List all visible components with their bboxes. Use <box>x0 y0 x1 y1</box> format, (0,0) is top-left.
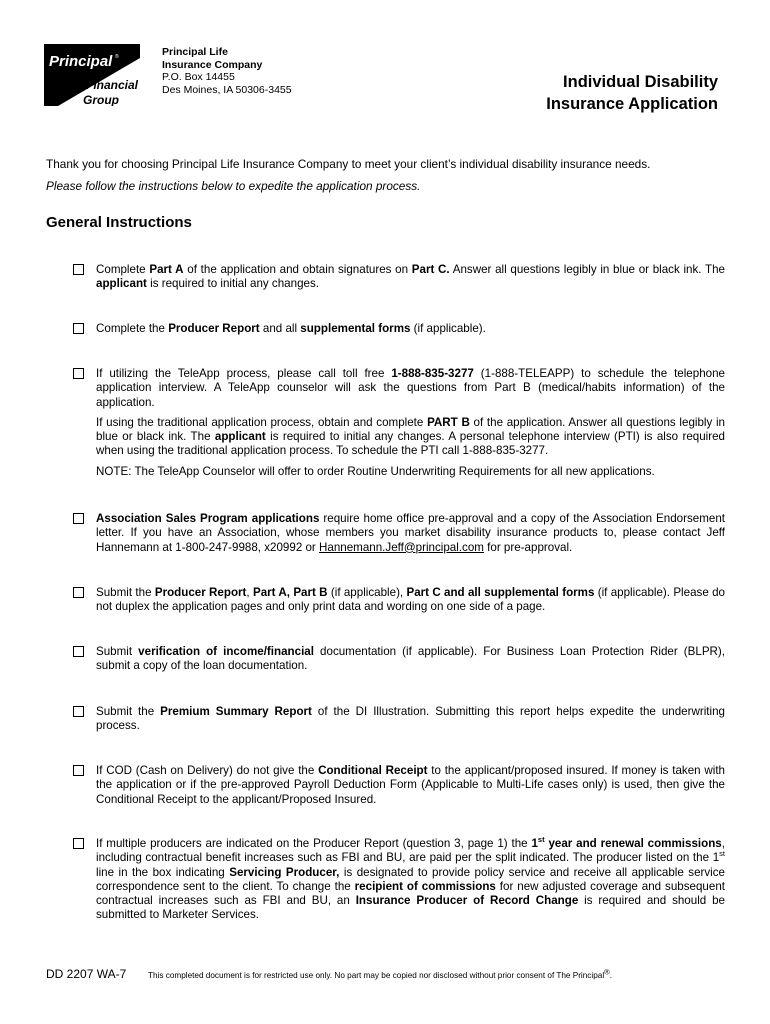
instruction-item-1 <box>73 263 725 292</box>
logo-principal-text: Principal <box>49 53 113 70</box>
title-line1: Individual Disability <box>563 73 718 91</box>
instruction-text-2: Complete the Producer Report and all supplemental forms (if applicable). <box>96 322 486 335</box>
instruction-item-9 <box>73 837 725 923</box>
checkbox-3[interactable] <box>73 368 84 379</box>
instruction-item-5 <box>73 586 725 615</box>
checkbox-5[interactable] <box>73 587 84 598</box>
traditional-paragraph: If using the traditional application process, obtain and complete PART B of the application. Answer all questions legibly in blue or black ink. The applicant is required to initial any changes. A personal telephone interview (PTI) is also required when using the traditional application process. To schedule the PTI call 1-888-835-3277. <box>96 415 726 458</box>
company-po-box: P.O. Box 14455 <box>162 71 235 83</box>
instruction-text-9: If multiple producers are indicated on the Producer Report (question 3, page 1) the 1st year and renewal commissions, including contractual benefit increases such as FBI and BU, are paid per the split indicated. The producer listed on the 1st line in the box indicating Servicing Producer, is designated to provide policy service and receive all applicable service correspondence sent to the client. To change the recipient of commissions for new adjusted coverage and subsequent contractual increases such as FBI and BU, an Insurance Producer of Record Change is required and should be submitted to Marketer Services. <box>96 835 726 922</box>
company-address <box>162 46 292 96</box>
instruction-text-4: Association Sales Program applications require home office pre-approval and a copy of the Association Endorsement letter. If you have an Association, whose members you market disability insurance products to, please contact Jeff Hannemann at 1-800-247-9988, x20992 or Hannemann.Jeff@principal.com for pre-approval. <box>96 512 725 554</box>
intro-follow: Please follow the instructions below to expedite the application process. <box>46 179 421 193</box>
instruction-text-6: Submit verification of income/financial documentation (if applicable). For Business Loan Protection Rider (BLPR), submit a copy of the loan documentation. <box>96 645 726 673</box>
teleapp-paragraph: If utilizing the TeleApp process, please call toll free 1-888-835-3277 (1-888-TELEAPP) to schedule the telephone application interview. A TeleApp counselor will ask the questions from Part B (medical/habits information) of the application. <box>96 367 725 409</box>
instruction-text-8: If COD (Cash on Delivery) do not give the Conditional Receipt to the applicant/proposed insured. If money is taken with the application or if the pre-approved Payroll Deduction Form (Applicable to Multi-Life cases only) is used, then give the Conditional Receipt to the applicant/Proposed Insured. <box>96 764 725 806</box>
instruction-item-7 <box>73 705 725 734</box>
logo-registered-mark: ® <box>115 54 119 60</box>
company-city: Des Moines, IA 50306-3455 <box>162 83 292 96</box>
intro-thanks: Thank you for choosing Principal Life Insurance Company to meet your client’s individual disability insurance needs. <box>46 157 651 171</box>
company-name-line2: Insurance Company <box>162 58 263 71</box>
company-name-line1: Principal Life <box>162 46 228 58</box>
email-link[interactable]: Hannemann.Jeff@principal.com <box>319 540 484 554</box>
instruction-text-5: Submit the Producer Report, Part A, Part B (if applicable), Part C and all supplemental forms (if applicable). Please do not duplex the application pages and only print data and wording on one side of a page. <box>96 586 725 614</box>
checkbox-2[interactable] <box>73 323 84 334</box>
instruction-text-7: Submit the Premium Summary Report of the DI Illustration. Submitting this report helps expedite the underwriting process. <box>96 705 725 733</box>
checkbox-1[interactable] <box>73 264 84 275</box>
instruction-item-8 <box>73 764 725 807</box>
restricted-use-notice: This completed document is for restricted use only. No part may be copied nor disclosed without prior consent of The Principal®. <box>148 967 612 980</box>
document-title <box>546 71 718 115</box>
form-number: DD 2207 WA-7 <box>46 967 127 981</box>
checkbox-4[interactable] <box>73 513 84 524</box>
instruction-item-4 <box>73 512 725 555</box>
logo-group-text: Group <box>83 93 119 106</box>
footer <box>46 965 736 983</box>
principal-logo <box>44 44 140 106</box>
instruction-text-1: Complete Part A of the application and obtain signatures on Part C. Answer all questions legibly in blue or black ink. The applicant is required to initial any changes. <box>96 263 726 291</box>
instruction-item-6 <box>73 645 725 674</box>
instruction-item-2 <box>73 322 725 336</box>
note-paragraph: NOTE: The TeleApp Counselor will offer to order Routine Underwriting Requirements for all new applications. <box>96 464 655 478</box>
section-heading: General Instructions <box>46 214 192 231</box>
checkbox-7[interactable] <box>73 706 84 717</box>
instruction-text-3 <box>96 367 725 479</box>
instruction-item-3 <box>73 367 725 479</box>
logo-graphic <box>44 44 140 106</box>
title-line2: Insurance Application <box>546 95 718 113</box>
checkbox-6[interactable] <box>73 646 84 657</box>
checkbox-9[interactable] <box>73 838 84 849</box>
logo-financial-text: Financial <box>85 78 138 92</box>
checkbox-8[interactable] <box>73 765 84 776</box>
